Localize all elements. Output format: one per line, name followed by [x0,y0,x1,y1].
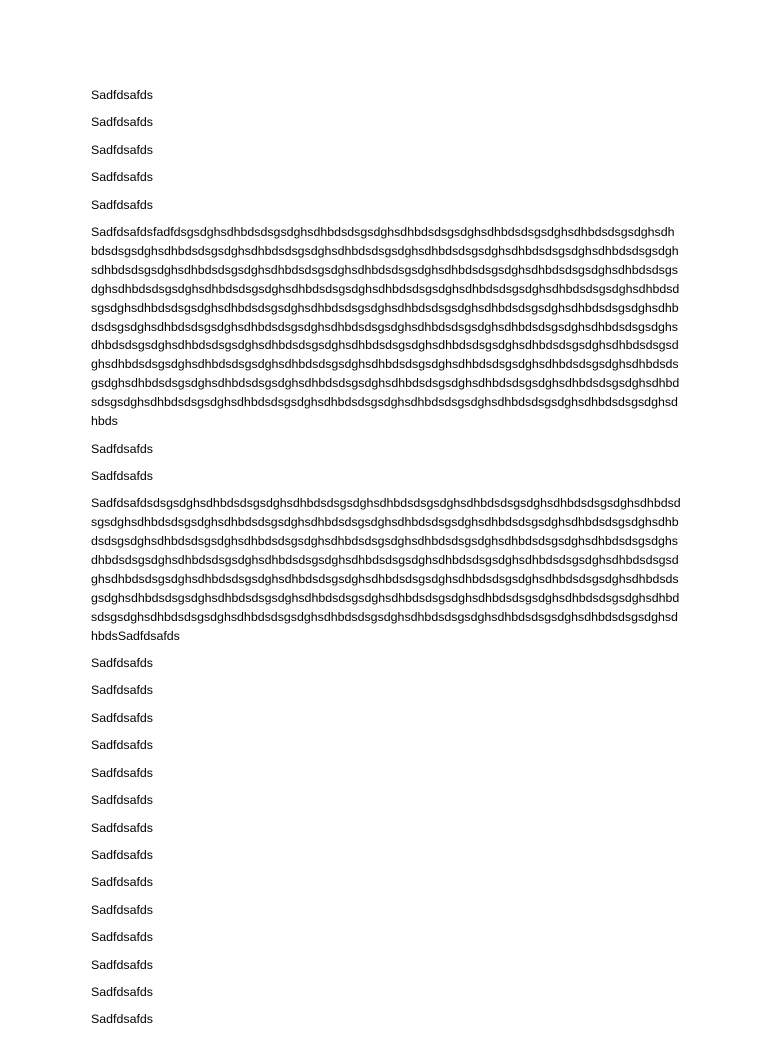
paragraph: Sadfdsafds [91,115,153,130]
paragraph: Sadfdsafds [91,142,153,157]
paragraph: Sadfdsafds [91,683,153,698]
paragraph: Sadfdsafds [91,738,153,753]
paragraph: Sadfdsafds [91,820,153,835]
paragraph: Sadfdsafds [91,170,153,185]
paragraph: Sadfdsafds [91,793,153,808]
paragraph: Sadfdsafds [91,441,153,456]
paragraph: Sadfdsafds [91,197,153,212]
paragraph: Sadfdsafds [91,847,153,862]
document-body [91,86,681,1038]
paragraph: Sadfdsafds [91,1012,153,1027]
long-paragraph: SadfdsafdsdsgsdghsdhbdsdsgsdghsdhbdsdsgsdghsdhbdsdsgsdghsdhbdsdsgsdghsdhbdsdsgsdghsdhbdsdsgsdghsdhbdsdsgsdghsdhbdsdsgsdghsdhbdsdsgsdghsdhbdsdsgsdghsdhbdsdsgsdghsdhbdsdsgsdghsdhbdsdsgsdghsdhbdsdsgsdghsdhbdsdsgsdghsdhbdsdsgsdghsdhbdsdsgsdghsdhbdsdsgsdghsdhbdsdsgsdghsdhbdsdsgsdghsdhbdsdsgsdghsdhbdsdsgsdghsdhbdsdsgsdghsdhbdsdsgsdghsdhbdsdsgsdghsdhbdsdsgsdghsdhbdsdsgsdghsdhbdsdsgsdghsdhbdsdsgsdghsdhbdsdsgsdghsdhbdsdsgsdghsdhbdsdsgsdghsdhbdsdsgsdghsdhbdsdsgsdghsdhbdsdsgsdghsdhbdsdsgsdghsdhbdsdsgsdghsdhbdsdsgsdghsdhbdsdsgsdghsdhbdsdsgsdghsdhbdsdsgsdghsdhbdsdsgsdghsdhbdsdsgsdghsdhbdsdsgsdghsdhbdsdsgsdghsdhbdsdsgsdghsdhbdsSadfdsafds [91,496,681,643]
paragraph: Sadfdsafds [91,765,153,780]
long-paragraph: Sadfdsafdsfadfdsgsdghsdhbdsdsgsdghsdhbdsdsgsdghsdhbdsdsgsdghsdhbdsdsgsdghsdhbdsdsgsdghsdhbdsdsgsdghsdhbdsdsgsdghsdhbdsdsgsdghsdhbdsdsgsdghsdhbdsdsgsdghsdhbdsdsgsdghsdhbdsdsgsdghsdhbdsdsgsdghsdhbdsdsgsdghsdhbdsdsgsdghsdhbdsdsgsdghsdhbdsdsgsdghsdhbdsdsgsdghsdhbdsdsgsdghsdhbdsdsgsdghsdhbdsdsgsdghsdhbdsdsgsdghsdhbdsdsgsdghsdhbdsdsgsdghsdhbdsdsgsdghsdhbdsdsgsdghsdhbdsdsgsdghsdhbdsdsgsdghsdhbdsdsgsdghsdhbdsdsgsdghsdhbdsdsgsdghsdhbdsdsgsdghsdhbdsdsgsdghsdhbdsdsgsdghsdhbdsdsgsdghsdhbdsdsgsdghsdhbdsdsgsdghsdhbdsdsgsdghsdhbdsdsgsdghsdhbdsdsgsdghsdhbdsdsgsdghsdhbdsdsgsdghsdhbdsdsgsdghsdhbdsdsgsdghsdhbdsdsgsdghsdhbdsdsgsdghsdhbdsdsgsdghsdhbdsdsgsdghsdhbdsdsgsdghsdhbdsdsgsdghsdhbdsdsgsdghsdhbdsdsgsdghsdhbdsdsgsdghsdhbdsdsgsdghsdhbdsdsgsdghsdhbdsdsgsdghsdhbdsdsgsdghsdhbdsdsgsdghsdhbdsdsgsdghsdhbdsdsgsdghsdhbdsdsgsdghsdhbdsdsgsdghsdhbdsdsgsdghsdhbdsdsgsdghsdhbdsdsgsdghsdhbdsdsgsdghsdhbds [91,225,680,429]
paragraph: Sadfdsafds [91,930,153,945]
paragraph: Sadfdsafds [91,984,153,999]
paragraph: Sadfdsafds [91,656,153,671]
paragraph: Sadfdsafds [91,902,153,917]
paragraph: Sadfdsafds [91,710,153,725]
paragraph: Sadfdsafds [91,875,153,890]
paragraph: Sadfdsafds [91,468,153,483]
paragraph: Sadfdsafds [91,957,153,972]
paragraph: Sadfdsafds [91,88,153,102]
